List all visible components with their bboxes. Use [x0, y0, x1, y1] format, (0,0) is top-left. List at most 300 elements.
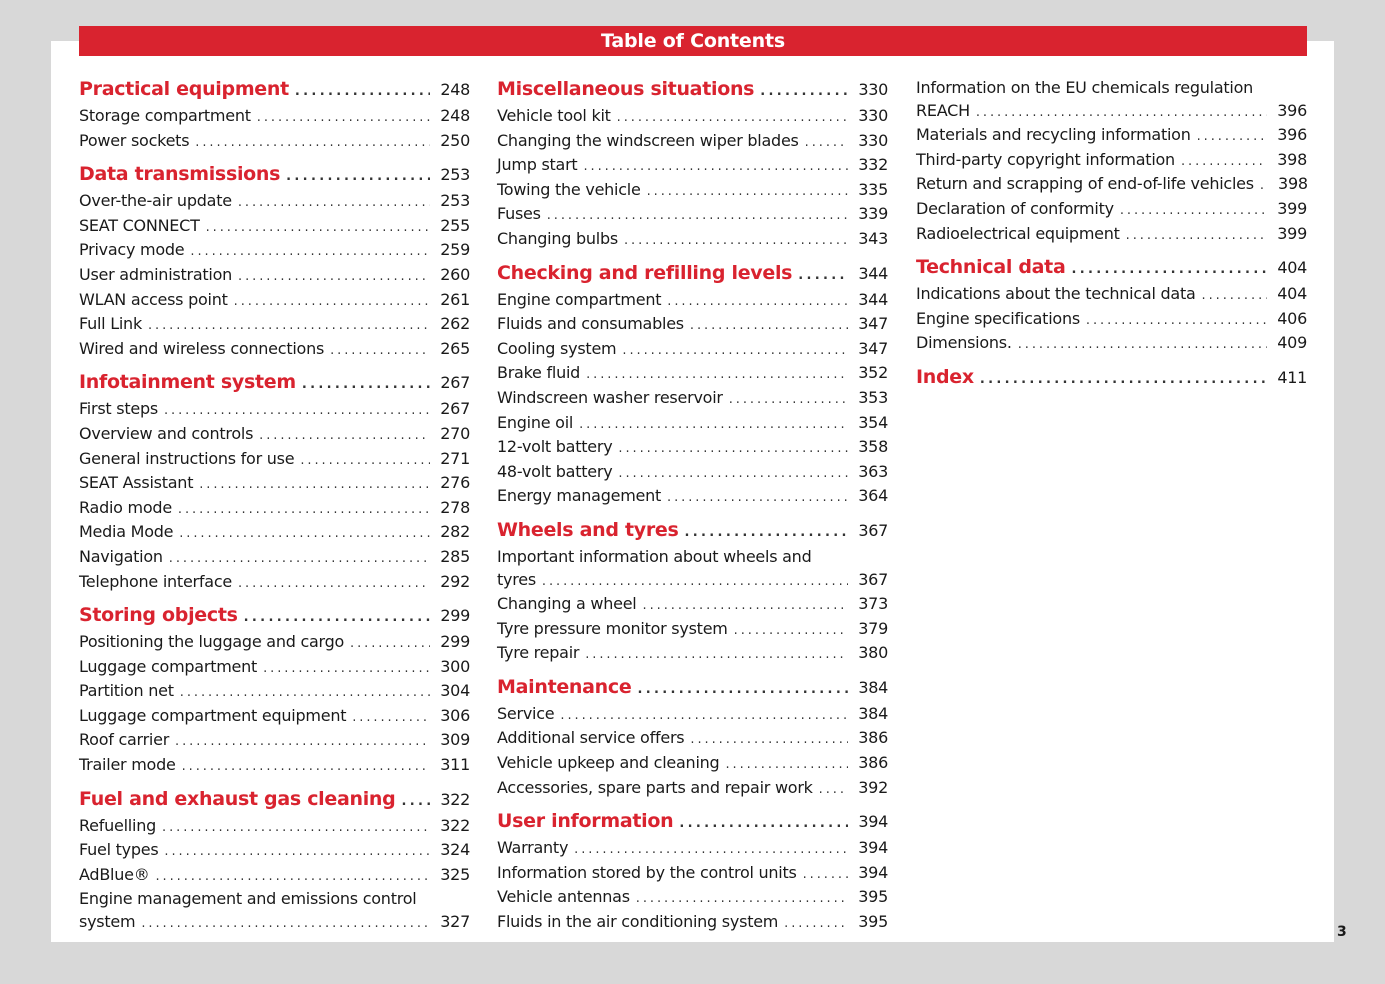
toc-entry-label: Accessories, spare parts and repair work: [497, 777, 813, 797]
toc-entry-page-number: 404: [1277, 284, 1307, 304]
toc-entry-page-number: 384: [858, 703, 888, 723]
toc-title-banner: Table of Contents: [79, 26, 1307, 56]
dot-leader: [583, 156, 848, 179]
section-page-number: 384: [858, 677, 888, 697]
toc-entry[interactable]: [497, 777, 888, 802]
toc-entry-label: Positioning the luggage and cargo: [79, 632, 345, 652]
toc-entry-page-number: 347: [858, 314, 888, 334]
section-heading-label: Wheels and tyres: [497, 518, 679, 541]
toc-entry-label: Warranty: [497, 838, 569, 858]
toc-entry-page-number: 396: [1277, 125, 1307, 145]
toc-entry-label: Refuelling: [79, 815, 156, 835]
toc-entry-page-number: 265: [440, 338, 470, 358]
toc-section: [79, 370, 470, 595]
toc-entry[interactable]: [497, 752, 888, 777]
toc-section-heading[interactable]: [916, 255, 1307, 282]
dot-leader: [164, 841, 430, 864]
toc-entry-page-number: 353: [858, 387, 888, 407]
toc-section: [916, 255, 1307, 357]
toc-entry[interactable]: [497, 485, 888, 510]
toc-entry-label: Engine compartment: [497, 289, 662, 309]
toc-entry-page-number: 248: [440, 106, 470, 125]
dot-leader: [618, 463, 848, 486]
toc-section-heading[interactable]: [79, 77, 470, 104]
dot-leader: [579, 414, 848, 437]
toc-entry-page-number: 304: [440, 681, 470, 701]
toc-entry-label: Navigation: [79, 546, 163, 566]
dot-leader: [238, 573, 430, 596]
toc-entry-page-number: 344: [858, 289, 888, 309]
toc-section: [79, 787, 470, 936]
toc-entry-page-number: 285: [440, 546, 470, 566]
toc-entry-label: 48-volt battery: [497, 461, 613, 481]
toc-entry[interactable]: [916, 332, 1307, 357]
toc-entry-label: Luggage compartment equipment: [79, 705, 347, 725]
toc-entry[interactable]: [497, 911, 888, 936]
dot-leader: [760, 80, 848, 104]
toc-entry[interactable]: [79, 497, 470, 522]
toc-entry[interactable]: [916, 308, 1307, 333]
dot-leader: [1126, 225, 1267, 248]
toc-entry-page-number: 270: [440, 423, 470, 443]
section-page-number: 248: [440, 80, 470, 99]
toc-column-1: [79, 77, 470, 944]
toc-entry-label: Fluids in the air conditioning system: [497, 912, 779, 932]
toc-entry-page-number: 259: [440, 240, 470, 260]
dot-leader: [295, 80, 430, 104]
toc-section: [916, 77, 1307, 247]
section-heading-label: Miscellaneous situations: [497, 78, 755, 100]
toc-entry-page-number: 354: [858, 412, 888, 432]
toc-entry[interactable]: [79, 338, 470, 363]
toc-entry-label: Full Link: [79, 314, 142, 334]
toc-entry[interactable]: [497, 436, 888, 461]
dot-leader: [1260, 175, 1268, 198]
dot-leader: [1018, 334, 1267, 357]
toc-entry-page-number: 363: [858, 461, 888, 481]
toc-entry[interactable]: [497, 362, 888, 387]
toc-entry-page-number: 299: [440, 632, 470, 652]
toc-entry[interactable]: [79, 130, 470, 155]
toc-entry[interactable]: [79, 705, 470, 730]
toc-section: [497, 518, 888, 667]
section-heading-label: User information: [497, 810, 674, 833]
toc-entry-page-number: 386: [858, 728, 888, 748]
section-heading-label: Checking and refilling levels: [497, 261, 793, 284]
toc-entry-label: system: [79, 912, 136, 932]
section-heading-label: Technical data: [916, 256, 1066, 279]
toc-entry-label: SEAT Assistant: [79, 473, 194, 493]
toc-section-heading[interactable]: [497, 77, 888, 104]
dot-leader: [667, 487, 848, 510]
section-page-number: 322: [440, 789, 470, 809]
toc-entry[interactable]: [497, 461, 888, 486]
toc-entry-page-number: 392: [858, 777, 888, 797]
dot-leader: [690, 315, 848, 338]
toc-entry-page-number: 322: [440, 815, 470, 835]
toc-entry[interactable]: [497, 862, 888, 887]
toc-entry[interactable]: [79, 911, 470, 936]
dot-leader: [637, 678, 848, 702]
toc-entry-page-number: 311: [440, 755, 470, 775]
toc-entry[interactable]: [497, 228, 888, 253]
toc-entry[interactable]: [79, 864, 470, 889]
toc-section-heading[interactable]: [79, 787, 470, 814]
toc-entry[interactable]: [79, 546, 470, 571]
toc-entry-label: Tyre pressure monitor system: [497, 618, 728, 638]
toc-entry-page-number: 255: [440, 215, 470, 235]
toc-entry-label: Telephone interface: [79, 571, 232, 591]
toc-section-heading[interactable]: [79, 370, 470, 397]
toc-entry[interactable]: [497, 618, 888, 643]
toc-entry[interactable]: [79, 239, 470, 264]
toc-entry-page-number: 262: [440, 314, 470, 334]
toc-entry-page-number: 278: [440, 497, 470, 517]
dot-leader: [560, 705, 848, 728]
toc-entry-page-number: 399: [1277, 198, 1307, 218]
toc-section-heading[interactable]: [497, 675, 888, 702]
toc-section-heading[interactable]: [79, 162, 470, 189]
toc-entry-label: Engine specifications: [916, 308, 1080, 328]
toc-entry-page-number: 306: [440, 705, 470, 725]
dot-leader: [195, 132, 430, 155]
toc-entry-label: Changing bulbs: [497, 228, 618, 248]
dot-leader: [302, 373, 430, 397]
section-heading-label: Data transmissions: [79, 163, 281, 186]
toc-entry-label: Windscreen washer reservoir: [497, 387, 723, 407]
toc-entry[interactable]: [497, 203, 888, 228]
toc-entry-label: Vehicle upkeep and cleaning: [497, 753, 720, 773]
toc-entry[interactable]: [916, 173, 1307, 198]
dot-leader: [636, 888, 848, 911]
dot-leader: [547, 205, 848, 228]
toc-entry-label: Fuses: [497, 204, 541, 224]
toc-entry-page-number: 406: [1277, 308, 1307, 328]
toc-entry-label: tyres: [497, 569, 536, 589]
toc-entry-label: General instructions for use: [79, 448, 295, 468]
dot-leader: [330, 340, 430, 363]
toc-entry[interactable]: [497, 412, 888, 437]
toc-entry-label: Brake fluid: [497, 363, 581, 383]
toc-entry[interactable]: [79, 754, 470, 779]
dot-leader: [803, 864, 848, 887]
toc-entry-label: Tyre repair: [497, 643, 580, 663]
dot-leader: [734, 620, 848, 643]
toc-entry-page-number: 271: [440, 448, 470, 468]
toc-entry[interactable]: [497, 387, 888, 412]
toc-entry-label: Engine oil: [497, 412, 574, 432]
section-page-number: 299: [440, 606, 470, 626]
toc-entry-label: Over-the-air update: [79, 191, 232, 211]
section-page-number: 367: [858, 520, 888, 540]
page-number: 3: [1337, 924, 1347, 940]
toc-entry-page-number: 261: [440, 289, 470, 309]
toc-entry[interactable]: [916, 100, 1307, 125]
section-page-number: 394: [858, 812, 888, 832]
toc-entry-label: SEAT CONNECT: [79, 215, 200, 235]
toc-section: [916, 365, 1307, 392]
toc-entry[interactable]: [79, 398, 470, 423]
dot-leader: [805, 132, 848, 155]
dot-leader: [141, 913, 430, 936]
toc-entry-page-number: 343: [858, 228, 888, 248]
toc-section-heading[interactable]: [79, 603, 470, 630]
toc-entry-label: Overview and controls: [79, 423, 254, 443]
toc-entry[interactable]: [497, 289, 888, 314]
dot-leader: [667, 291, 848, 314]
toc-entry[interactable]: [916, 283, 1307, 308]
dot-leader: [175, 731, 430, 754]
toc-section: [79, 77, 470, 154]
toc-entry-label: Wired and wireless connections: [79, 338, 325, 358]
toc-entry-prefix: Information on the EU chemicals regulation: [916, 78, 1254, 97]
toc-entry-page-number: 380: [858, 643, 888, 663]
toc-entry-label: Materials and recycling information: [916, 125, 1191, 145]
dot-leader: [819, 779, 848, 802]
toc-entry[interactable]: [79, 815, 470, 840]
dot-leader: [542, 571, 848, 594]
toc-entry-label: Changing the windscreen wiper blades: [497, 130, 799, 150]
section-page-number: 253: [440, 165, 470, 185]
dot-leader: [976, 102, 1267, 125]
dot-leader: [1120, 200, 1267, 223]
toc-entry-page-number: 276: [440, 473, 470, 493]
section-heading-label: Storing objects: [79, 604, 238, 627]
toc-entry-label: Cooling system: [497, 338, 617, 358]
toc-section-heading[interactable]: [916, 365, 1307, 392]
section-heading-label: Infotainment system: [79, 371, 296, 394]
toc-entry-page-number: 327: [440, 912, 470, 932]
toc-entry-label: Return and scrapping of end-of-life vehicles: [916, 174, 1254, 194]
dot-leader: [352, 707, 430, 730]
dot-leader: [617, 107, 848, 130]
toc-entry[interactable]: [916, 198, 1307, 223]
toc-section-heading[interactable]: [497, 809, 888, 836]
toc-entry-label: Luggage compartment: [79, 656, 258, 676]
toc-entry[interactable]: [497, 593, 888, 618]
dot-leader: [679, 812, 848, 836]
toc-entry-label: Service: [497, 703, 555, 723]
section-page-number: 344: [858, 263, 888, 283]
dot-leader: [182, 756, 430, 779]
toc-entry-label: Declaration of conformity: [916, 198, 1114, 218]
dot-leader: [350, 633, 430, 656]
dot-leader: [622, 340, 848, 363]
toc-entry-page-number: 398: [1277, 149, 1307, 169]
dot-leader: [798, 264, 848, 288]
dot-leader: [729, 389, 848, 412]
toc-entry[interactable]: [79, 680, 470, 705]
dot-leader: [206, 217, 430, 240]
toc-entry[interactable]: [79, 839, 470, 864]
dot-leader: [586, 364, 848, 387]
toc-entry[interactable]: [79, 448, 470, 473]
toc-entry-label: 12-volt battery: [497, 437, 613, 457]
toc-entry-page-number: 347: [858, 338, 888, 358]
toc-entry-page-number: 373: [858, 594, 888, 614]
toc-entry-page-number: 300: [440, 656, 470, 676]
toc-entry[interactable]: [79, 631, 470, 656]
toc-entry[interactable]: [79, 521, 470, 546]
toc-entry-label: Vehicle antennas: [497, 887, 630, 907]
toc-entry[interactable]: [497, 642, 888, 667]
section-heading-label: Index: [916, 365, 974, 388]
toc-column-3: [916, 77, 1307, 400]
toc-entry-label: Partition net: [79, 681, 174, 701]
dot-leader: [257, 107, 430, 130]
toc-entry-label: Radioelectrical equipment: [916, 223, 1120, 243]
toc-entry-page-number: 267: [440, 399, 470, 419]
toc-entry-page-number: 409: [1277, 333, 1307, 353]
toc-entry-page-number: 309: [440, 730, 470, 750]
dot-leader: [585, 644, 848, 667]
toc-entry-page-number: 330: [858, 130, 888, 150]
toc-entry-label: REACH: [916, 100, 970, 120]
toc-entry-page-number: 394: [858, 862, 888, 882]
dot-leader: [263, 658, 430, 681]
toc-section: [497, 675, 888, 801]
toc-section: [79, 603, 470, 779]
toc-entry-label: Towing the vehicle: [497, 179, 641, 199]
dot-leader: [286, 165, 430, 189]
toc-entry-page-number: 253: [440, 191, 470, 211]
toc-entry-label: Changing a wheel: [497, 594, 637, 614]
toc-entry-label: Jump start: [497, 155, 578, 175]
section-page-number: 404: [1277, 258, 1307, 278]
toc-entry[interactable]: [497, 179, 888, 204]
toc-entry[interactable]: [497, 154, 888, 179]
dot-leader: [180, 682, 430, 705]
toc-entry[interactable]: [497, 837, 888, 862]
toc-entry-page-number: 250: [440, 130, 470, 150]
toc-entry-label: AdBlue®: [79, 864, 150, 884]
toc-entry-page-number: 352: [858, 363, 888, 383]
toc-entry[interactable]: [497, 886, 888, 911]
dot-leader: [1202, 285, 1267, 308]
section-heading-label: Practical equipment: [79, 78, 289, 100]
toc-entry-label: Additional service offers: [497, 728, 685, 748]
toc-entry-prefix: Engine management and emissions control: [79, 889, 417, 909]
toc-entry[interactable]: [916, 149, 1307, 174]
dot-leader: [685, 521, 849, 545]
dot-leader: [1086, 310, 1267, 333]
dot-leader: [647, 181, 848, 204]
toc-section: [497, 77, 888, 253]
section-page-number: 411: [1277, 367, 1307, 387]
toc-entry[interactable]: [79, 472, 470, 497]
dot-leader: [164, 400, 430, 423]
toc-entry[interactable]: [916, 223, 1307, 248]
toc-entry[interactable]: [497, 703, 888, 728]
toc-entry[interactable]: [79, 656, 470, 681]
toc-section-heading[interactable]: [497, 261, 888, 288]
toc-entry[interactable]: [916, 124, 1307, 149]
toc-entry-label: User administration: [79, 264, 233, 284]
toc-entry-label: Radio mode: [79, 497, 172, 517]
toc-entry[interactable]: [497, 727, 888, 752]
toc-entry-page-number: 394: [858, 838, 888, 858]
dot-leader: [1072, 258, 1268, 282]
dot-leader: [725, 754, 848, 777]
toc-entry-page-number: 364: [858, 486, 888, 506]
dot-leader: [574, 839, 848, 862]
toc-entry-label: Vehicle tool kit: [497, 106, 611, 125]
toc-entry-page-number: 282: [440, 522, 470, 542]
toc-section: [79, 162, 470, 362]
toc-entry-label: Trailer mode: [79, 755, 176, 775]
dot-leader: [148, 315, 430, 338]
section-heading-label: Maintenance: [497, 675, 632, 698]
dot-leader: [234, 291, 430, 314]
toc-entry-page-number: 379: [858, 618, 888, 638]
toc-entry-page-number: 260: [440, 264, 470, 284]
toc-entry[interactable]: [497, 130, 888, 155]
toc-entry[interactable]: [497, 569, 888, 594]
toc-entry[interactable]: [497, 313, 888, 338]
dot-leader: [618, 438, 848, 461]
toc-entry-page-number: 330: [858, 106, 888, 125]
toc-entry-page-number: 339: [858, 204, 888, 224]
toc-entry[interactable]: [79, 264, 470, 289]
toc-entry[interactable]: [79, 215, 470, 240]
toc-entry[interactable]: [79, 190, 470, 215]
toc-entry-page-number: 398: [1278, 174, 1308, 194]
dot-leader: [1197, 126, 1267, 149]
toc-entry-page-number: 395: [858, 887, 888, 907]
toc-entry-page-number: 292: [440, 571, 470, 591]
toc-entry-page-number: 395: [858, 912, 888, 932]
toc-entry[interactable]: [79, 571, 470, 596]
toc-entry-page-number: 332: [858, 155, 888, 175]
toc-entry[interactable]: [79, 313, 470, 338]
toc-entry-label: Privacy mode: [79, 240, 185, 260]
toc-entry-page-number: 335: [858, 179, 888, 199]
toc-section: [497, 261, 888, 510]
toc-entry-label: Media Mode: [79, 522, 174, 542]
toc-entry-page-number: 325: [440, 864, 470, 884]
toc-entry[interactable]: [79, 289, 470, 314]
toc-entry-label: Information stored by the control units: [497, 862, 797, 882]
dot-leader: [169, 548, 430, 571]
toc-entry-page-number: 324: [440, 840, 470, 860]
dot-leader: [1181, 151, 1267, 174]
toc-entry-page-number: 367: [858, 569, 888, 589]
toc-entry-page-number: 358: [858, 437, 888, 457]
toc-entry[interactable]: [497, 338, 888, 363]
dot-leader: [244, 606, 430, 630]
dot-leader: [980, 368, 1267, 392]
toc-entry[interactable]: [79, 105, 470, 130]
section-page-number: 330: [858, 80, 888, 99]
toc-entry-page-number: 396: [1277, 100, 1307, 120]
toc-entry-label: Roof carrier: [79, 730, 170, 750]
toc-entry-prefix: Important information about wheels and: [497, 546, 812, 566]
toc-entry[interactable]: [79, 423, 470, 448]
dot-leader: [178, 499, 430, 522]
dot-leader: [238, 266, 430, 289]
toc-entry-label: First steps: [79, 399, 158, 419]
dot-leader: [190, 241, 430, 264]
dot-leader: [624, 230, 848, 253]
toc-entry[interactable]: [497, 105, 888, 130]
dot-leader: [238, 192, 430, 215]
dot-leader: [643, 595, 849, 618]
toc-section-heading[interactable]: [497, 518, 888, 545]
toc-entry-label: Third-party copyright information: [916, 149, 1175, 169]
dot-leader: [199, 474, 430, 497]
dot-leader: [162, 817, 430, 840]
toc-entry[interactable]: [79, 729, 470, 754]
